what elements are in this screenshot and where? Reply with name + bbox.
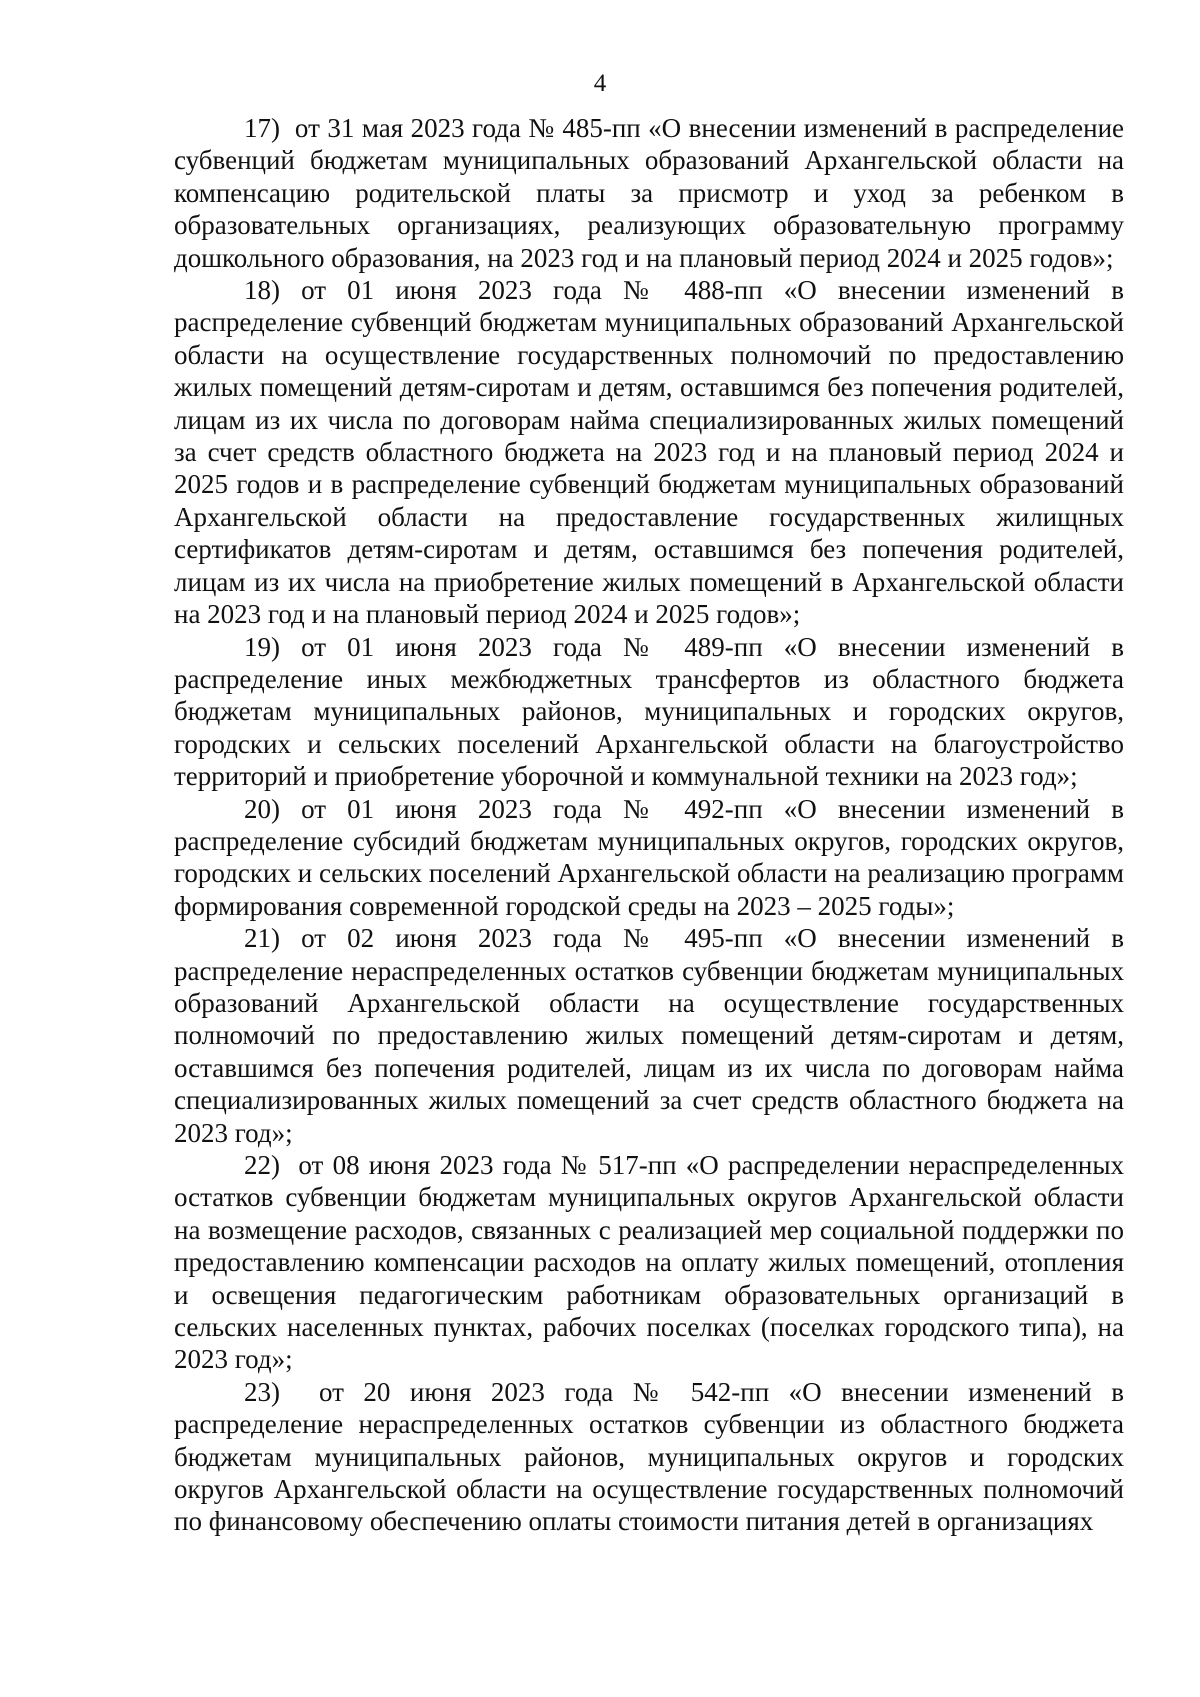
list-item-22: 22) от 08 июня 2023 года № 517-пп «О распределении нераспределенных остатков субвенции бюджетам муниципальных округов Архангельской области на возмещение расходов, связанных с реализацией мер социальной поддержки по предоставлению компенсации расходов на оплату жилых помещений, отопления и освещения педагогическим работникам образовательных организаций в сельских населенных пунктах, рабочих поселках (поселках городского типа), на 2023 год»; (174, 1150, 1124, 1375)
list-item-17: 17) от 31 мая 2023 года № 485-пп «О внесении изменений в распределение субвенций бюджетам муниципальных образований Архангельской области на компенсацию родительской платы за присмотр и уход за ребенком в образовательных организациях, реализующих образовательную программу дошкольного образования, на 2023 год и на плановый период 2024 и 2025 годов»; (174, 113, 1124, 273)
list-item-19: 19) от 01 июня 2023 года № 489-пп «О внесении изменений в распределение иных межбюджетных трансфертов из областного бюджета бюджетам муниципальных районов, муниципальных и городских округов, городских и сельских поселений Архангельской области на благоустройство территорий и приобретение уборочной и коммунальной техники на 2023 год»; (174, 631, 1124, 792)
document-body (174, 112, 1124, 1538)
list-item-18: 18) от 01 июня 2023 года № 488-пп «О внесении изменений в распределение субвенций бюджетам муниципальных образований Архангельской области на осуществление государственных полномочий по предоставлению жилых помещений детям-сиротам и детям, оставшимся без попечения родителей, лицам из их числа по договорам найма специализированных жилых помещений за счет средств областного бюджета на 2023 год и на плановый период 2024 и 2025 годов и в распределение субвенций бюджетам муниципальных образований Архангельской области на предоставление государственных жилищных сертификатов детям-сиротам и детям, оставшимся без попечения родителей, лицам из их числа на приобретение жилых помещений в Архангельской области на 2023 год и на плановый период 2024 и 2025 годов»; (174, 275, 1124, 630)
list-item-23: 23) от 20 июня 2023 года № 542-пп «О внесении изменений в распределение нераспределенных остатков субвенции из областного бюджета бюджетам муниципальных районов, муниципальных округов и городских округов Архангельской области на осуществление государственных полномочий по финансовому обеспечению оплаты стоимости питания детей в организациях (174, 1376, 1124, 1537)
page-number: 4 (593, 70, 607, 97)
list-item-20: 20) от 01 июня 2023 года № 492-пп «О внесении изменений в распределение субсидий бюджетам муниципальных округов, городских округов, городских и сельских поселений Архангельской области на реализацию программ формирования современной городской среды на 2023 – 2025 годы»; (174, 793, 1124, 921)
list-item-21: 21) от 02 июня 2023 года № 495-пп «О внесении изменений в распределение нераспределенных остатков субвенции бюджетам муниципальных образований Архангельской области на осуществление государственных полномочий по предоставлению жилых помещений детям-сиротам и детям, оставшимся без попечения родителей, лицам из их числа по договорам найма специализированных жилых помещений за счет средств областного бюджета на 2023 год»; (174, 923, 1124, 1148)
